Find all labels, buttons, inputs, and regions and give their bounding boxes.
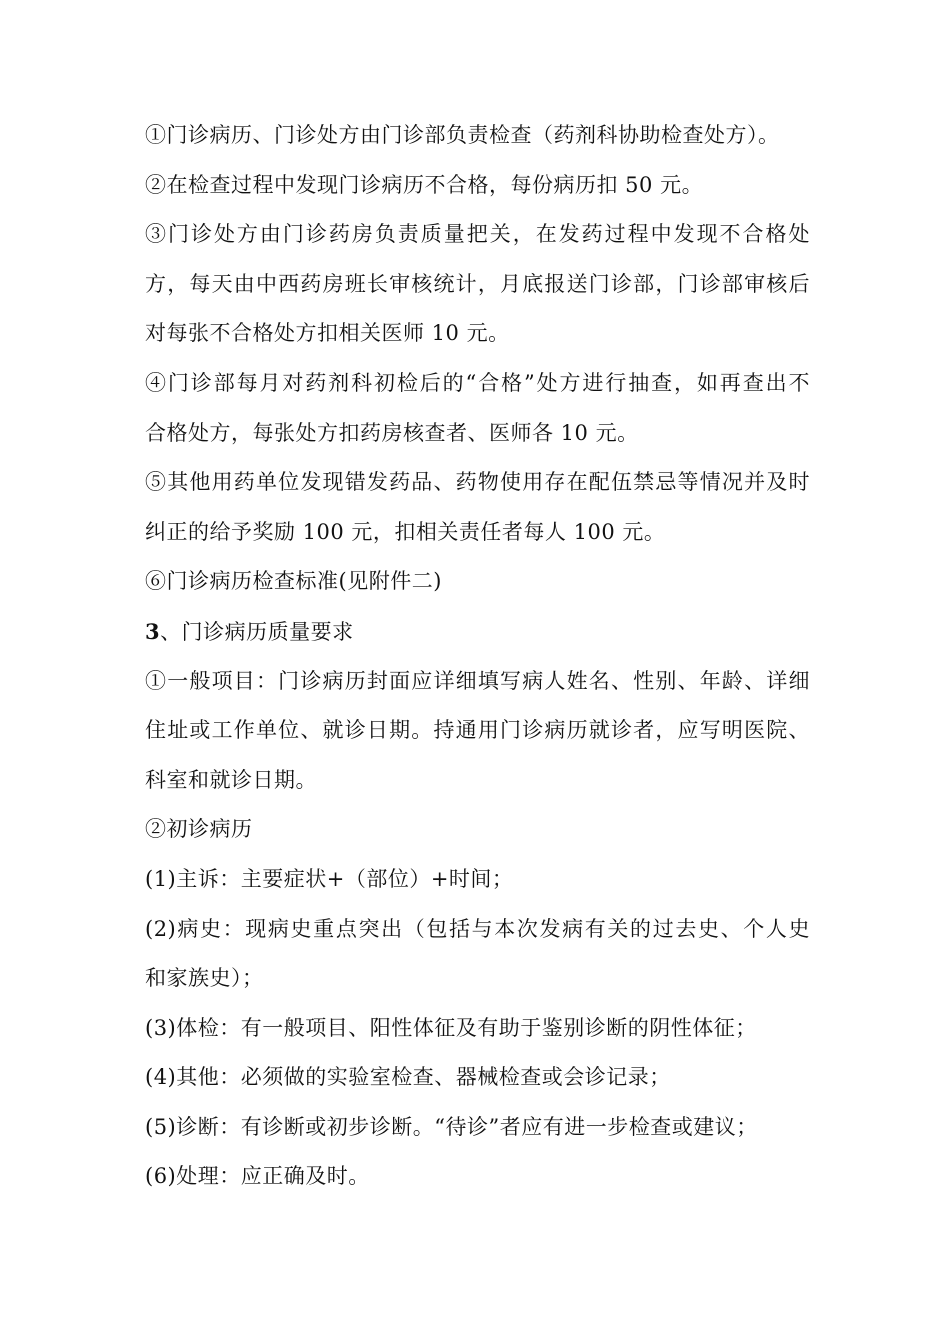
item-2-line-1: (2)病史：现病史重点突出（包括与本次发病有关的过去史、个人史 [145,916,810,941]
item-3-line-1: (3)体检：有一般项目、阳性体征及有助于鉴别诊断的阴性体征； [145,1015,757,1040]
item-4-line-1: (4)其他：必须做的实验室检查、器械检查或会诊记录； [145,1065,671,1090]
item-2-line-2: 和家族史）； [145,966,264,991]
paragraph-1-line-1: ①门诊病历、门诊处方由门诊部负责检查（药剂科协助检查处方）。 [145,123,780,147]
paragraph-4-line-1: ④门诊部每月对药剂科初检后的“合格”处方进行抽查，如再查出不 [145,370,810,395]
paragraph-4-line-2: 合格处方，每张处方扣药房核查者、医师各 10 元。 [145,420,639,445]
paragraph-5-line-2: 纠正的给予奖励 100 元，扣相关责任者每人 100 元。 [145,519,666,544]
paragraph-3-line-1: ③门诊处方由门诊药房负责质量把关，在发药过程中发现不合格处 [145,222,810,247]
section-3-title: 、门诊病历质量要求 [160,619,354,644]
section-3-heading [145,607,810,657]
paragraph-7-line-3: 科室和就诊日期。 [145,767,317,792]
paragraph-6-line-1: ⑥门诊病历检查标准(见附件二) [145,569,442,594]
paragraph-7-line-2: 住址或工作单位、就诊日期。持通用门诊病历就诊者，应写明医院、 [145,718,810,743]
paragraph-3-line-3: 对每张不合格处方扣相关医师 10 元。 [145,321,510,346]
item-5-line-1: (5)诊断：有诊断或初步诊断。“待诊”者应有进一步检查或建议； [145,1114,758,1139]
document-body [145,111,810,1202]
item-6-line-1: (6)处理：应正确及时。 [145,1164,370,1189]
paragraph-3-line-2: 方，每天由中西药房班长审核统计，月底报送门诊部，门诊部审核后 [145,271,810,296]
item-1-line-1: (1)主诉：主要症状+（部位）+时间； [145,866,514,891]
paragraph-7-line-1: ①一般项目：门诊病历封面应详细填写病人姓名、性别、年龄、详细 [145,668,810,693]
section-3-number: 3 [145,618,161,644]
paragraph-8-line-1: ②初诊病历 [145,817,253,842]
paragraph-2-line-1: ②在检查过程中发现门诊病历不合格，每份病历扣 50 元。 [145,172,704,197]
paragraph-5-line-1: ⑤其他用药单位发现错发药品、药物使用存在配伍禁忌等情况并及时 [145,470,810,495]
